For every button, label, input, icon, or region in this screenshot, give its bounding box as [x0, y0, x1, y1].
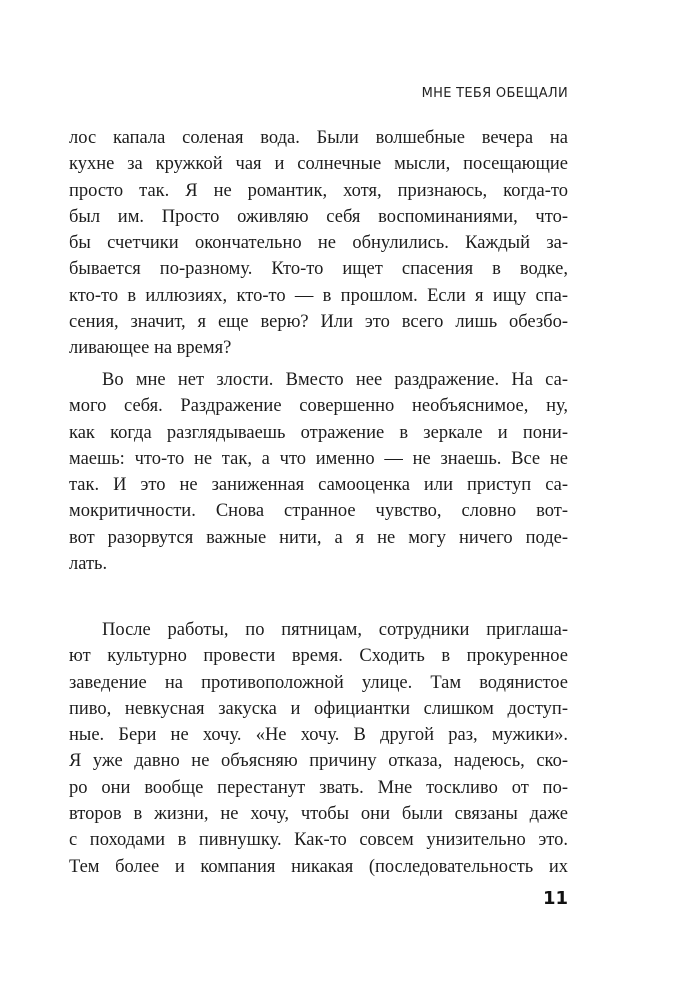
text-line: бы счетчики окончательно не обнулились. Каждый за-: [69, 233, 568, 254]
text-line: ливающее на время?: [69, 338, 232, 359]
text-line: кто-то в иллюзиях, кто-то — в прошлом. Если я ищу спа-: [69, 285, 568, 306]
text-line: мокритичности. Снова странное чувство, словно вот-: [69, 501, 568, 522]
text-line: ные. Бери не хочу. «Не хочу. В другой раз, мужики».: [69, 725, 568, 746]
text-line: лать.: [69, 554, 108, 575]
paragraph-2: [69, 367, 568, 577]
text-line: пиво, невкусная закуска и официантки слишком доступ-: [69, 698, 568, 719]
text-line: сения, значит, я еще верю? Или это всего лишь обезбо-: [69, 312, 568, 333]
text-line: так. И это не заниженная самооценка или приступ са-: [69, 475, 568, 496]
paragraph-3: [69, 617, 568, 880]
paragraph-1: [69, 125, 568, 362]
text-line: Во мне нет злости. Вместо нее раздражение. На са-: [102, 370, 568, 390]
text-line: с походами в пивнушку. Как-то совсем унизительно это.: [69, 830, 568, 851]
text-line: лос капала соленая вода. Были волшебные вечера на: [69, 128, 568, 148]
running-header: МНЕ ТЕБЯ ОБЕЩАЛИ: [421, 86, 568, 101]
text-line: ро они вообще перестанут звать. Мне тоскливо от по-: [69, 777, 568, 798]
text-line: бывается по-разному. Кто-то ищет спасения в водке,: [69, 259, 568, 280]
text-line: маешь: что-то не так, а что именно — не знаешь. Все не: [69, 448, 568, 469]
text-line: как когда разглядываешь отражение в зеркале и пони-: [69, 422, 568, 443]
text-line: Тем более и компания никакая (последовательность их: [69, 856, 568, 877]
text-line: второв в жизни, не хочу, чтобы они были связаны даже: [69, 804, 568, 825]
text-line: мого себя. Раздражение совершенно необъяснимое, ну,: [69, 396, 568, 417]
page-number: 11: [542, 888, 568, 909]
text-line: кухне за кружкой чая и солнечные мысли, посещающие: [69, 154, 568, 175]
text-line: После работы, по пятницам, сотрудники приглаша-: [102, 620, 568, 640]
text-line: ют культурно провести время. Сходить в прокуренное: [69, 646, 568, 667]
text-line: просто так. Я не романтик, хотя, признаюсь, когда-то: [69, 180, 568, 201]
text-line: заведение на противоположной улице. Там водянистое: [69, 672, 568, 693]
text-line: вот разорвутся важные нити, а я не могу ничего поде-: [69, 527, 568, 548]
text-line: Я уже давно не объясняю причину отказа, надеюсь, ско-: [69, 751, 568, 772]
text-line: был им. Просто оживляю себя воспоминаниями, что-: [69, 206, 568, 227]
